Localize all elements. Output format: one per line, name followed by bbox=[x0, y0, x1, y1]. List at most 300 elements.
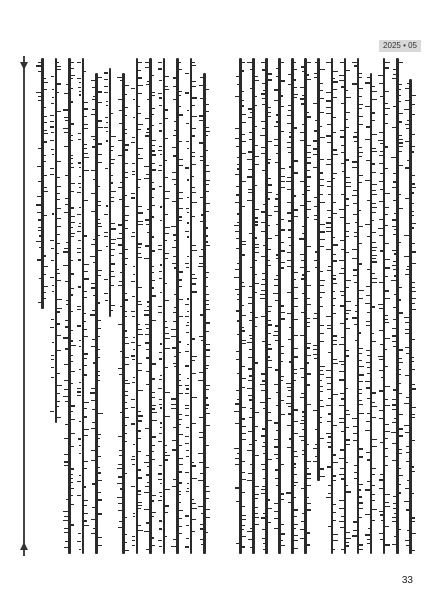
script-tick bbox=[385, 544, 389, 545]
script-tick bbox=[367, 543, 369, 544]
text-line bbox=[404, 56, 416, 558]
script-tick bbox=[63, 109, 68, 110]
script-tick bbox=[320, 90, 322, 91]
script-tick bbox=[63, 520, 68, 521]
script-tick bbox=[263, 543, 265, 544]
script-tick bbox=[71, 101, 74, 102]
script-tick bbox=[406, 545, 409, 546]
script-tick bbox=[242, 407, 246, 408]
script-tick bbox=[341, 268, 343, 269]
script-tick bbox=[133, 117, 135, 118]
script-tick bbox=[359, 108, 362, 109]
script-tick bbox=[302, 429, 305, 430]
script-tick bbox=[255, 221, 259, 222]
script-tick bbox=[263, 549, 265, 550]
script-tick bbox=[57, 335, 61, 336]
script-tick bbox=[393, 173, 396, 174]
script-tick bbox=[346, 252, 348, 253]
script-tick bbox=[405, 347, 409, 348]
text-line bbox=[90, 56, 103, 558]
script-tick bbox=[315, 456, 317, 457]
script-tick bbox=[37, 166, 41, 167]
script-tick bbox=[294, 79, 296, 80]
script-tick bbox=[302, 95, 305, 96]
script-tick bbox=[146, 132, 149, 133]
script-tick bbox=[248, 169, 252, 170]
script-tick bbox=[399, 428, 403, 429]
script-tick bbox=[198, 480, 203, 481]
script-tick bbox=[346, 223, 349, 224]
script-tick bbox=[406, 452, 409, 453]
script-tick bbox=[93, 362, 95, 363]
script-tick bbox=[165, 160, 167, 161]
script-tick bbox=[44, 89, 47, 90]
script-tick bbox=[249, 417, 252, 418]
script-tick bbox=[98, 77, 102, 78]
script-tick bbox=[57, 385, 62, 386]
script-tick bbox=[250, 528, 252, 529]
script-tick bbox=[281, 545, 285, 546]
script-tick bbox=[320, 292, 324, 293]
script-tick bbox=[346, 313, 349, 314]
script-tick bbox=[185, 515, 189, 516]
script-tick bbox=[187, 212, 189, 213]
script-tick bbox=[152, 108, 155, 109]
script-tick bbox=[57, 243, 59, 244]
script-tick bbox=[173, 363, 176, 364]
script-tick bbox=[57, 234, 60, 235]
script-tick bbox=[66, 300, 68, 301]
script-tick bbox=[186, 456, 190, 457]
script-tick bbox=[294, 319, 298, 320]
script-tick bbox=[320, 271, 323, 272]
script-tick bbox=[71, 474, 73, 475]
script-tick bbox=[359, 290, 363, 291]
script-tick bbox=[179, 216, 182, 217]
script-tick bbox=[385, 207, 388, 208]
script-tick bbox=[118, 436, 122, 437]
script-tick bbox=[237, 299, 239, 300]
script-tick bbox=[405, 141, 409, 142]
script-tick bbox=[192, 291, 197, 292]
script-tick bbox=[120, 272, 122, 273]
script-tick bbox=[341, 364, 344, 365]
script-tick bbox=[300, 132, 304, 133]
script-tick bbox=[359, 544, 363, 545]
script-tick bbox=[206, 227, 208, 228]
script-tick bbox=[355, 222, 357, 223]
script-tick bbox=[165, 505, 169, 506]
script-tick bbox=[412, 146, 416, 147]
script-tick bbox=[263, 453, 265, 454]
script-tick bbox=[242, 241, 246, 242]
script-tick bbox=[250, 408, 252, 409]
script-tick bbox=[327, 325, 331, 326]
script-tick bbox=[111, 223, 115, 224]
script-tick bbox=[71, 123, 75, 124]
script-tick bbox=[125, 220, 128, 221]
script-tick bbox=[185, 443, 189, 444]
script-tick bbox=[359, 448, 362, 449]
script-tick bbox=[262, 529, 265, 530]
script-tick bbox=[160, 483, 162, 484]
script-tick bbox=[346, 205, 349, 206]
script-tick bbox=[179, 491, 181, 492]
script-tick bbox=[98, 162, 102, 163]
script-tick bbox=[385, 315, 387, 316]
script-tick bbox=[399, 492, 401, 493]
script-tick bbox=[352, 161, 357, 162]
script-tick bbox=[405, 167, 409, 168]
script-tick bbox=[138, 106, 140, 107]
script-tick bbox=[260, 298, 265, 299]
script-tick bbox=[289, 136, 292, 137]
script-tick bbox=[44, 116, 47, 117]
script-tick bbox=[366, 452, 370, 453]
script-tick bbox=[412, 243, 415, 244]
script-tick bbox=[132, 359, 135, 360]
script-tick bbox=[206, 413, 211, 414]
script-tick bbox=[406, 269, 409, 270]
script-tick bbox=[173, 86, 176, 87]
script-tick bbox=[262, 69, 265, 70]
script-tick bbox=[359, 393, 362, 394]
script-tick bbox=[173, 479, 176, 480]
script-tick bbox=[171, 398, 176, 399]
script-tick bbox=[173, 321, 176, 322]
script-tick bbox=[65, 204, 68, 205]
script-tick bbox=[261, 153, 265, 154]
script-tick bbox=[84, 153, 88, 154]
script-tick bbox=[198, 266, 203, 267]
script-tick bbox=[125, 115, 128, 116]
script-tick bbox=[327, 210, 330, 211]
script-tick bbox=[326, 107, 330, 108]
script-tick bbox=[288, 502, 291, 503]
script-tick bbox=[152, 280, 156, 281]
script-tick bbox=[152, 512, 156, 513]
script-tick bbox=[372, 278, 376, 279]
script-tick bbox=[200, 98, 203, 99]
script-tick bbox=[248, 108, 252, 109]
script-tick bbox=[261, 493, 265, 494]
script-tick bbox=[187, 148, 189, 149]
script-tick bbox=[144, 314, 149, 315]
script-tick bbox=[63, 511, 68, 512]
script-tick bbox=[354, 324, 356, 325]
script-tick bbox=[281, 318, 285, 319]
script-tick bbox=[179, 533, 182, 534]
script-tick bbox=[367, 312, 369, 313]
script-tick bbox=[412, 521, 415, 522]
script-tick bbox=[261, 62, 265, 63]
script-tick bbox=[144, 178, 149, 179]
script-tick bbox=[301, 420, 304, 421]
script-tick bbox=[91, 460, 95, 461]
script-tick bbox=[84, 71, 86, 72]
script-tick bbox=[399, 475, 403, 476]
script-tick bbox=[235, 231, 239, 232]
script-tick bbox=[84, 435, 88, 436]
script-tick bbox=[294, 335, 298, 336]
script-tick bbox=[111, 182, 113, 183]
script-tick bbox=[84, 278, 89, 279]
script-tick bbox=[315, 429, 317, 430]
script-tick bbox=[281, 80, 285, 81]
script-tick bbox=[372, 247, 376, 248]
script-stroke bbox=[55, 58, 58, 423]
script-tick bbox=[104, 214, 109, 215]
script-tick bbox=[133, 266, 135, 267]
script-tick bbox=[125, 258, 129, 259]
script-tick bbox=[399, 349, 403, 350]
script-tick bbox=[65, 541, 68, 542]
script-tick bbox=[104, 86, 109, 87]
script-tick bbox=[354, 236, 356, 237]
script-tick bbox=[346, 182, 350, 183]
script-tick bbox=[294, 540, 298, 541]
script-tick bbox=[346, 236, 348, 237]
script-tick bbox=[159, 80, 163, 81]
script-tick bbox=[186, 123, 189, 124]
script-tick bbox=[294, 467, 296, 468]
script-tick bbox=[146, 328, 149, 329]
script-tick bbox=[354, 282, 356, 283]
script-tick bbox=[365, 82, 370, 83]
script-tick bbox=[327, 421, 331, 422]
script-tick bbox=[199, 336, 203, 337]
script-tick bbox=[393, 74, 396, 75]
script-tick bbox=[118, 476, 122, 477]
script-tick bbox=[320, 417, 322, 418]
script-tick bbox=[187, 197, 190, 198]
script-tick bbox=[346, 444, 349, 445]
script-tick bbox=[84, 124, 88, 125]
script-tick bbox=[57, 66, 60, 67]
script-tick bbox=[111, 191, 116, 192]
script-tick bbox=[346, 350, 349, 351]
script-tick bbox=[394, 418, 396, 419]
script-tick bbox=[302, 124, 305, 125]
script-tick bbox=[179, 434, 183, 435]
script-tick bbox=[78, 162, 82, 163]
script-tick bbox=[385, 214, 388, 215]
script-tick bbox=[84, 148, 87, 149]
script-tick bbox=[71, 227, 74, 228]
script-tick bbox=[165, 348, 170, 349]
script-tick bbox=[125, 380, 128, 381]
script-tick bbox=[206, 389, 209, 390]
script-tick bbox=[372, 494, 375, 495]
script-tick bbox=[125, 343, 129, 344]
script-tick bbox=[201, 544, 203, 545]
script-tick bbox=[359, 88, 362, 89]
script-tick bbox=[294, 279, 296, 280]
script-tick bbox=[341, 478, 344, 479]
script-tick bbox=[138, 477, 142, 478]
script-tick bbox=[268, 198, 271, 199]
script-tick bbox=[313, 167, 317, 168]
script-tick bbox=[118, 464, 122, 465]
script-tick bbox=[152, 397, 156, 398]
script-tick bbox=[92, 310, 95, 311]
script-tick bbox=[372, 242, 376, 243]
script-tick bbox=[179, 141, 183, 142]
script-tick bbox=[379, 359, 383, 360]
script-tick bbox=[380, 96, 383, 97]
script-tick bbox=[145, 486, 149, 487]
script-tick bbox=[263, 478, 266, 479]
script-tick bbox=[71, 135, 74, 136]
script-tick bbox=[111, 243, 115, 244]
script-tick bbox=[274, 139, 278, 140]
script-tick bbox=[147, 466, 149, 467]
script-tick bbox=[98, 413, 103, 414]
script-tick bbox=[111, 163, 114, 164]
script-tick bbox=[242, 315, 246, 316]
script-tick bbox=[44, 141, 47, 142]
script-tick bbox=[366, 295, 370, 296]
script-tick bbox=[367, 200, 370, 201]
script-tick bbox=[247, 176, 252, 177]
script-tick bbox=[77, 62, 81, 63]
script-tick bbox=[38, 219, 41, 220]
script-tick bbox=[301, 312, 304, 313]
script-tick bbox=[366, 387, 370, 388]
text-line bbox=[312, 56, 324, 558]
script-tick bbox=[288, 229, 291, 230]
script-tick bbox=[93, 295, 95, 296]
script-tick bbox=[320, 194, 323, 195]
script-tick bbox=[111, 201, 113, 202]
script-tick bbox=[405, 124, 409, 125]
script-tick bbox=[152, 272, 154, 273]
script-tick bbox=[174, 184, 176, 185]
script-tick bbox=[199, 372, 203, 373]
script-tick bbox=[111, 305, 115, 306]
script-tick bbox=[57, 406, 59, 407]
script-tick bbox=[372, 184, 376, 185]
script-tick bbox=[120, 182, 122, 183]
script-tick bbox=[339, 80, 344, 81]
script-tick bbox=[333, 260, 337, 261]
script-tick bbox=[132, 137, 135, 138]
script-tick bbox=[333, 475, 336, 476]
script-tick bbox=[268, 112, 272, 113]
script-tick bbox=[372, 220, 374, 221]
script-tick bbox=[275, 198, 278, 199]
script-tick bbox=[79, 207, 82, 208]
script-tick bbox=[52, 285, 55, 286]
script-tick bbox=[392, 341, 396, 342]
script-tick bbox=[91, 428, 95, 429]
script-tick bbox=[187, 110, 189, 111]
script-tick bbox=[274, 446, 279, 447]
script-tick bbox=[340, 468, 344, 469]
script-tick bbox=[281, 540, 283, 541]
script-tick bbox=[268, 116, 272, 117]
script-tick bbox=[359, 360, 362, 361]
script-tick bbox=[206, 89, 209, 90]
script-tick bbox=[44, 130, 47, 131]
script-tick bbox=[340, 136, 343, 137]
script-tick bbox=[158, 68, 162, 69]
script-tick bbox=[160, 496, 163, 497]
script-tick bbox=[372, 406, 376, 407]
script-tick bbox=[179, 471, 183, 472]
text-line bbox=[352, 56, 364, 558]
script-tick bbox=[399, 89, 402, 90]
script-tick bbox=[385, 526, 388, 527]
script-tick bbox=[98, 223, 102, 224]
script-tick bbox=[307, 304, 311, 305]
script-tick bbox=[138, 508, 141, 509]
text-line bbox=[391, 56, 403, 558]
script-tick bbox=[274, 126, 278, 127]
script-tick bbox=[262, 341, 265, 342]
script-tick bbox=[333, 298, 336, 299]
script-tick bbox=[399, 393, 403, 394]
script-tick bbox=[372, 194, 376, 195]
script-tick bbox=[294, 516, 297, 517]
script-tick bbox=[51, 359, 54, 360]
script-tick bbox=[294, 356, 298, 357]
script-tick bbox=[333, 480, 336, 481]
script-tick bbox=[294, 421, 298, 422]
script-tick bbox=[379, 132, 383, 133]
script-tick bbox=[341, 549, 344, 550]
script-tick bbox=[57, 186, 61, 187]
script-tick bbox=[255, 126, 257, 127]
script-tick bbox=[359, 374, 363, 375]
script-tick bbox=[352, 317, 357, 318]
script-tick bbox=[326, 92, 330, 93]
script-tick bbox=[307, 298, 310, 299]
script-tick bbox=[64, 532, 68, 533]
script-tick bbox=[98, 472, 102, 473]
script-tick bbox=[71, 524, 74, 525]
script-tick bbox=[235, 487, 239, 488]
script-tick bbox=[242, 206, 245, 207]
script-tick bbox=[289, 245, 292, 246]
script-tick bbox=[132, 456, 135, 457]
script-tick bbox=[302, 274, 305, 275]
script-tick bbox=[84, 402, 89, 403]
script-tick bbox=[379, 83, 383, 84]
script-tick bbox=[412, 187, 416, 188]
script-tick bbox=[171, 329, 176, 330]
script-tick bbox=[385, 298, 389, 299]
script-tick bbox=[192, 97, 197, 98]
script-tick bbox=[248, 368, 252, 369]
script-tick bbox=[380, 442, 383, 443]
script-tick bbox=[118, 510, 122, 511]
script-tick bbox=[84, 520, 87, 521]
script-tick bbox=[359, 381, 363, 382]
script-tick bbox=[98, 480, 103, 481]
script-tick bbox=[138, 287, 142, 288]
script-tick bbox=[359, 517, 362, 518]
script-tick bbox=[399, 139, 403, 140]
script-tick bbox=[144, 531, 149, 532]
script-tick bbox=[50, 240, 55, 241]
script-tick bbox=[366, 286, 370, 287]
script-tick bbox=[120, 80, 122, 81]
script-tick bbox=[255, 260, 257, 261]
script-tick bbox=[320, 422, 322, 423]
script-tick bbox=[77, 388, 82, 389]
script-tick bbox=[50, 411, 55, 412]
